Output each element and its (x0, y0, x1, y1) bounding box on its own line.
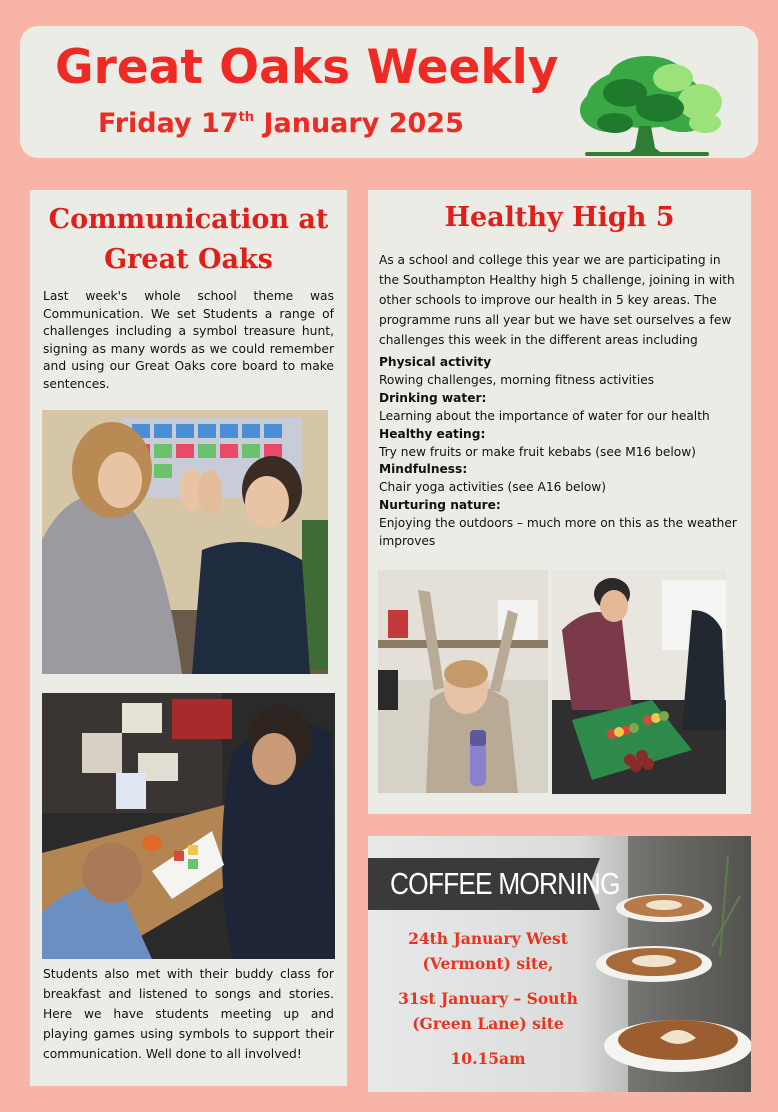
communication-paragraph-2: Students also met with their buddy class for breakfast and listened to songs and stories. Here we have students meeting up and playing games using symbols to support their communication. Well done to all involved! (43, 967, 334, 1061)
area-heading: Healthy eating: (379, 426, 486, 441)
healthy-areas-list (379, 354, 744, 551)
area-text: Learning about the importance of water for our health (379, 408, 710, 423)
healthy-high-5-title: Healthy High 5 (444, 202, 675, 233)
area-heading: Mindfulness: (379, 462, 468, 477)
coffee-date-west: 24th January West (Vermont) site, (408, 929, 568, 973)
oak-tree-icon (565, 48, 725, 158)
area-text: Try new fruits or make fruit kebabs (see M16 below) (379, 444, 696, 459)
high-five-photo (42, 410, 328, 674)
communication-paragraph-1: Last week's whole school theme was Communication. We set Students a range of challenges including a symbol treasure hunt, signing as many words as we could remember and using our Great Oaks core board to make sentences. (43, 289, 334, 391)
coffee-date-south: 31st January – South (Green Lane) site (398, 989, 578, 1033)
newsletter-date: Friday 17th January 2025 (98, 108, 464, 139)
healthy-high-5-panel (368, 190, 751, 814)
newsletter-title: Great Oaks Weekly (55, 40, 559, 95)
chair-yoga-photo (378, 570, 548, 793)
communication-panel (30, 190, 347, 1086)
area-heading: Nurturing nature: (379, 498, 501, 513)
coffee-morning-banner: COFFEE MORNING (390, 866, 620, 901)
fruit-kebab-photo (552, 570, 726, 794)
area-text: Enjoying the outdoors – much more on this as the weather improves (379, 516, 737, 549)
area-heading: Physical activity (379, 355, 492, 369)
coffee-time: 10.15am (450, 1049, 526, 1068)
area-text: Rowing challenges, morning fitness activities (379, 372, 655, 387)
area-heading: Drinking water: (379, 390, 487, 405)
coffee-morning-panel (368, 836, 751, 1092)
communication-title: Communication at Great Oaks (48, 204, 329, 275)
newsletter-header (20, 26, 758, 158)
healthy-intro: As a school and college this year we are participating in the Southampton Healthy high 5 challenge, joining in with other schools to improve our health in 5 key areas. The programme runs all year but we have set ourselves a few challenges this week in the different areas including (379, 253, 735, 347)
symbol-games-photo (42, 693, 335, 959)
area-text: Chair yoga activities (see A16 below) (379, 480, 607, 495)
